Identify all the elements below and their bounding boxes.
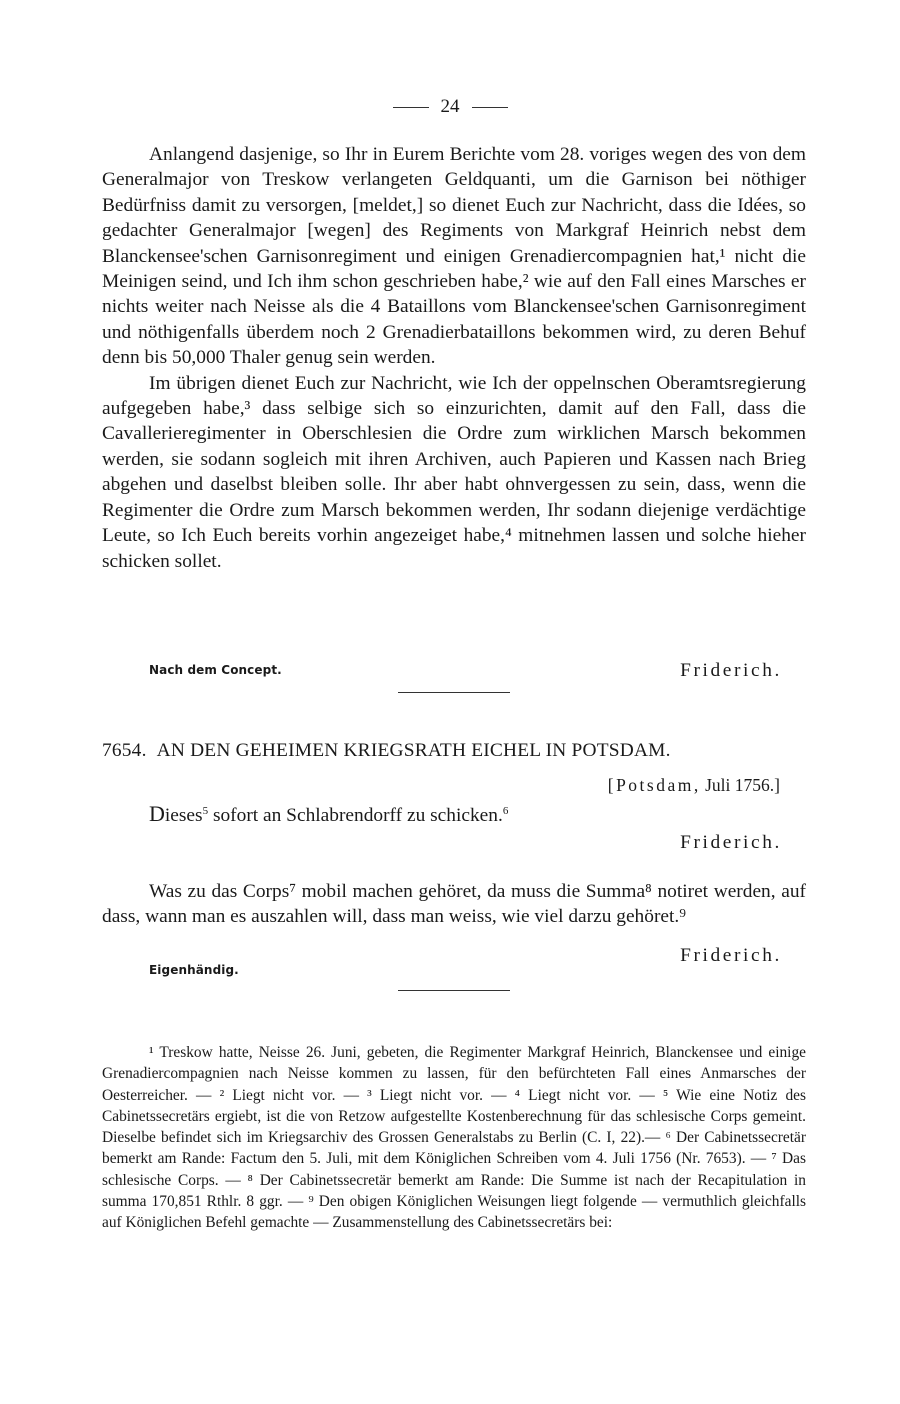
- second-instruction: [102, 879, 806, 930]
- header-dash-right: [472, 107, 508, 108]
- document-title: AN DEN GEHEIMEN KRIEGSRATH EICHEL IN POTSDAM.: [156, 740, 671, 761]
- footnote-ref-6: 6: [502, 805, 509, 817]
- first-text-b: sofort an Schlabrendorff zu schicken.: [208, 805, 503, 826]
- dateline-place: [Potsdam,: [607, 775, 701, 795]
- paragraph-1: Anlangend dasjenige, so Ihr in Eurem Berichte vom 28. voriges wegen des von dem Generalmajor von Treskow verlangeten Geldquanti, um die Garnison bei nöthiger Bedürfniss damit zu versorgen, [meldet,] so dienet Euch zur Nachricht, dass die Idées, so gedachter Generalmajor [wegen] des Regiments von Markgraf Heinrich nebst dem Blanckensee'schen Garnisonregiment und einigen Grenadiercompagnien hat,¹ nicht die Meinigen seind, und Ich ihm schon geschrieben habe,² wie auf den Fall eines Marsches er nichts weiter nach Neisse als die 4 Bataillons vom Blanckensee'schen Garnisonregiment und nöthigenfalls überdem noch 2 Grenadierbataillons bekommen wird, zu deren Behuf denn bis 50,000 Thaler genug sein werden.: [102, 144, 806, 369]
- first-instruction: [149, 801, 508, 827]
- paragraph-2: Im übrigen dienet Euch zur Nachricht, wie Ich der oppelnschen Oberamtsregierung aufgegeben habe,³ dass selbige sich so einzurichten, damit auf den Fall, dass die Cavallerieregimenter in Oberschlesien die Ordre zum wirklichen Marsch bekommen werden, sie sodann sogleich mit ihren Archiven, auch Papieren und Kassen nach Brieg abgehen und daselbst bleiben solle. Ihr aber habt ohnvergessen zu sein, dass, wenn die Regimenter die Ordre zum Marsch bekommen werden, Ihr sodann diejenige verdächtige Leute, so Ich Euch bereits vorhin angezeiget habe,⁴ mitnehmen lassen und solche hieher schicken sollet.: [102, 372, 806, 572]
- first-text-a: ieses: [164, 805, 203, 826]
- source-note: Eigenhändig.: [149, 963, 239, 977]
- footnote-ref-5: 5: [202, 805, 209, 817]
- second-source-row: [102, 960, 782, 986]
- header-dash-left: [393, 107, 429, 108]
- section-divider: [398, 692, 510, 693]
- document-number: 7654.: [102, 740, 147, 761]
- page-number: 24: [440, 96, 460, 117]
- previous-letter-body: [102, 142, 806, 574]
- footnotes-text: ¹ Treskow hatte, Neisse 26. Juni, gebeten, die Regimenter Markgraf Heinrich, Blanckensee und einige Grenadiercompagnien nach Neisse kommen zu lassen, für den befürchteten Fall eines Anmarsches der Oesterreicher. — ² Liegt nicht vor. — ³ Liegt nicht vor. — ⁴ Liegt nicht vor. — ⁵ Wie eine Notiz des Cabinetssecretärs ergiebt, ist die von Retzow aufgestellte Kostenberechnung für das schlesische Corps gemeint. Dieselbe befindet sich im Kriegsarchiv des Grossen Generalstabs zu Berlin (C. I, 22).— ⁶ Der Cabinetssecretär bemerkt am Rande: Factum den 5. Juli, mit dem Königlichen Schreiben vom 4. Juli 1756 (Nr. 7653). — ⁷ Das schlesische Corps. — ⁸ Der Cabinetssecretär bemerkt am Rande: Die Summe ist nach der Recapitulation in summa 170,851 Rthlr. 8 ggr. — ⁹ Den obigen Königlichen Weisungen liegt folgende — vermuthlich gleichfalls auf Königlichen Befehl gemachte — Zusammenstellung des Cabinetssecretärs bei:: [102, 1044, 806, 1232]
- dateline: [608, 775, 780, 796]
- signature: Friderich.: [680, 945, 782, 966]
- source-note: Nach dem Concept.: [149, 663, 282, 677]
- signature: Friderich.: [680, 660, 782, 681]
- first-letter: D: [149, 801, 165, 826]
- page-header: [0, 96, 900, 118]
- first-closing: [102, 832, 782, 858]
- previous-letter-closing: [102, 660, 782, 686]
- signature: Friderich.: [680, 832, 782, 853]
- paragraph-3: Was zu das Corps⁷ mobil machen gehöret, da muss die Summa⁸ notiret werden, auf dass, wann man es auszahlen will, dass man weiss, wie viel darzu gehöret.⁹: [102, 881, 806, 928]
- dateline-date: Juli 1756.]: [705, 775, 780, 795]
- document-heading: [102, 740, 806, 762]
- footnotes: [102, 1042, 806, 1234]
- footnote-divider: [398, 990, 510, 991]
